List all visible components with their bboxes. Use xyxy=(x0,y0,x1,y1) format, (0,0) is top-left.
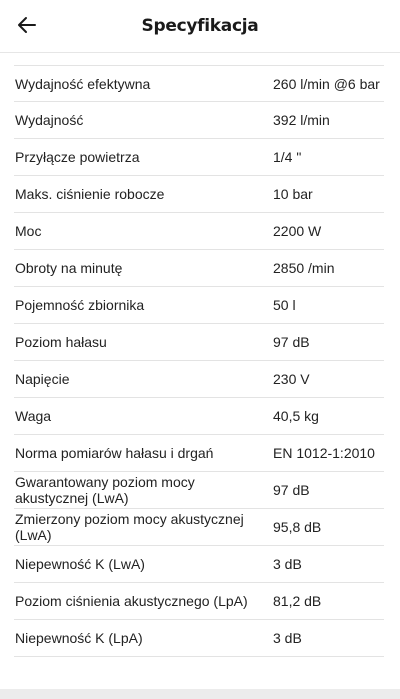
spec-row xyxy=(14,324,384,361)
spec-label: Niepewność K (LpA) xyxy=(15,630,143,646)
spec-value: 230 V xyxy=(273,371,310,387)
bottom-bar xyxy=(0,689,400,699)
spec-label: Niepewność K (LwA) xyxy=(15,556,145,572)
spec-row xyxy=(14,472,384,509)
spec-value: 40,5 kg xyxy=(273,408,319,424)
spec-label: Norma pomiarów hałasu i drgań xyxy=(15,445,214,461)
spec-row xyxy=(14,176,384,213)
spec-row xyxy=(14,139,384,176)
spec-label: Gwarantowany poziom mocy akustycznej (LwA) xyxy=(15,474,195,506)
spec-row xyxy=(14,546,384,583)
app-header xyxy=(0,0,400,53)
spec-label: Napięcie xyxy=(15,371,70,387)
spec-value: 10 bar xyxy=(273,186,313,202)
spec-row xyxy=(14,583,384,620)
spec-value: 95,8 dB xyxy=(273,519,322,535)
spec-value: 3 dB xyxy=(273,556,302,572)
spec-row xyxy=(14,398,384,435)
spec-table xyxy=(0,65,400,657)
spec-value: 81,2 dB xyxy=(273,593,322,609)
spec-value: 2200 W xyxy=(273,223,322,239)
back-button[interactable] xyxy=(12,10,42,40)
spec-value: 97 dB xyxy=(273,482,310,498)
spec-value: 3 dB xyxy=(273,630,302,646)
spec-value: 260 l/min @6 bar xyxy=(273,75,380,92)
spec-label: Poziom ciśnienia akustycznego (LpA) xyxy=(15,593,248,609)
spec-label: Poziom hałasu xyxy=(15,334,107,350)
spec-label: Wydajność xyxy=(15,112,84,128)
spec-value: 2850 /min xyxy=(273,260,335,276)
spec-label: Wydajność efektywna xyxy=(15,75,151,92)
spec-label: Pojemność zbiornika xyxy=(15,297,145,313)
spec-row xyxy=(14,435,384,472)
spec-label: Maks. ciśnienie robocze xyxy=(15,186,165,202)
spec-row xyxy=(14,620,384,657)
spec-row xyxy=(14,250,384,287)
spec-row xyxy=(14,65,384,102)
arrow-left-icon xyxy=(17,15,37,35)
spec-row xyxy=(14,102,384,139)
spec-label: Przyłącze powietrza xyxy=(15,149,140,165)
spec-row xyxy=(14,287,384,324)
spec-label: Obroty na minutę xyxy=(15,260,123,276)
spec-value: 97 dB xyxy=(273,334,310,350)
spec-label: Zmierzony poziom mocy akustycznej (LwA) xyxy=(15,511,244,543)
spec-value: 392 l/min xyxy=(273,112,330,128)
spec-row xyxy=(14,509,384,546)
spec-value: 1/4 " xyxy=(273,149,302,165)
spec-value: EN 1012-1:2010 xyxy=(273,445,375,461)
spec-label: Moc xyxy=(15,223,42,239)
spec-row xyxy=(14,213,384,250)
spec-row xyxy=(14,361,384,398)
page-title: Specyfikacja xyxy=(141,16,259,36)
spec-value: 50 l xyxy=(273,297,296,313)
spec-label: Waga xyxy=(15,408,52,424)
